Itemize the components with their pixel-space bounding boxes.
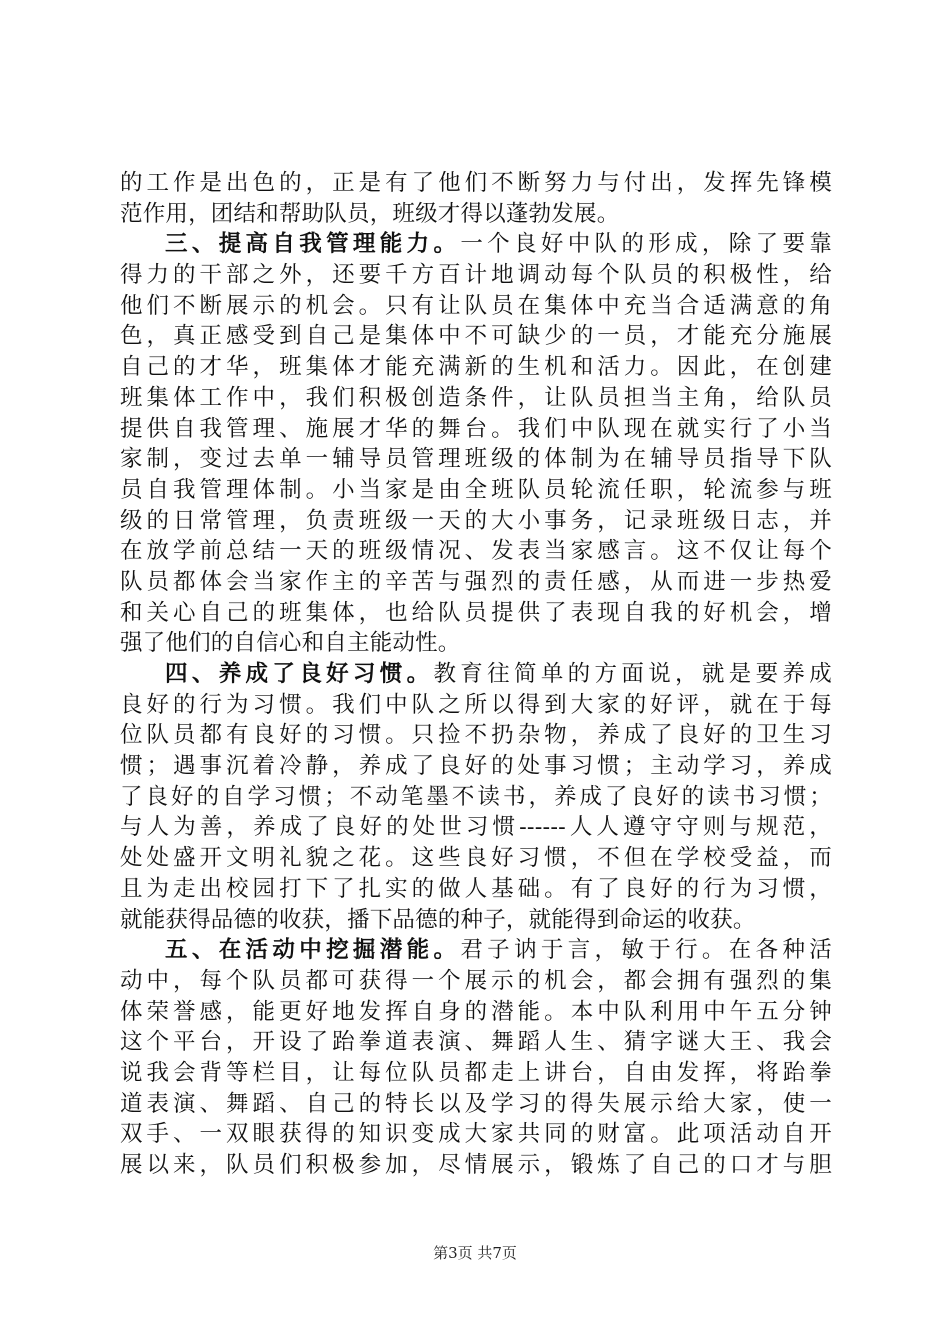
text-line: 自己的才华，班集体才能充满新的生机和活力。因此，在创建: [120, 354, 832, 381]
page-number: 第3页 共7页: [433, 1244, 517, 1262]
text-line: 惯；遇事沉着冷静，养成了良好的处事习惯；主动学习，养成: [120, 753, 832, 780]
text-line: 与人为善，养成了良好的处世习惯------人人遵守守则与规范，: [120, 814, 832, 841]
text-run: 教育往简单的方面说，就是要养成: [433, 661, 832, 687]
text-line: 说我会背等栏目，让每位队员都走上讲台，自由发挥，将跆拳: [120, 1059, 832, 1086]
paragraph-first-line: [120, 935, 832, 966]
section-heading: 三、提高自我管理能力。: [165, 231, 461, 258]
page-footer: [0, 1242, 950, 1263]
text-line: 位队员都有良好的习惯。只捡不扔杂物，养成了良好的卫生习: [120, 722, 832, 749]
paragraph-first-line: [120, 659, 832, 690]
text-line: 色，真正感受到自己是集体中不可缺少的一员，才能充分施展: [120, 323, 832, 350]
text-line: 得力的干部之外，还要千方百计地调动每个队员的积极性，给: [120, 262, 832, 289]
text-line: 处处盛开文明礼貌之花。这些良好习惯，不但在学校受益，而: [120, 845, 832, 872]
text-line: 这个平台，开设了跆拳道表演、舞蹈人生、猜字谜大王、我会: [120, 1029, 832, 1056]
text-run: 君子讷于言，敏于行。在各种活: [460, 937, 833, 964]
text-line: 班集体工作中，我们积极创造条件，让队员担当主角，给队员: [120, 384, 832, 411]
text-line: 且为走出校园打下了扎实的做人基础。有了良好的行为习惯，: [120, 875, 832, 902]
text-line: 和关心自己的班集体，也给队员提供了表现自我的好机会，增: [120, 599, 832, 626]
text-line: 良好的行为习惯。我们中队之所以得到大家的好评，就在于每: [120, 691, 832, 718]
text-line: 道表演、舞蹈、自己的特长以及学习的得失展示给大家，使一: [120, 1090, 832, 1117]
text-run: 一个良好中队的形成，除了要靠: [460, 231, 833, 258]
text-line: 在放学前总结一天的班级情况、发表当家感言。这不仅让每个: [120, 538, 832, 565]
text-line: 提供自我管理、施展才华的舞台。我们中队现在就实行了小当: [120, 415, 832, 442]
text-line: 动中，每个队员都可获得一个展示的机会，都会拥有强烈的集: [120, 967, 832, 994]
text-line: 员自我管理体制。小当家是由全班队员轮流任职，轮流参与班: [120, 476, 832, 503]
text-line: 就能获得品德的收获，播下品德的种子，就能得到命运的收获。: [120, 906, 756, 933]
text-line: 家制，变过去单一辅导员管理班级的体制为在辅导员指导下队: [120, 446, 832, 473]
text-line: 级的日常管理，负责班级一天的大小事务，记录班级日志，并: [120, 507, 832, 534]
text-line: 体荣誉感，能更好地发挥自身的潜能。本中队利用中午五分钟: [120, 998, 832, 1025]
section-heading: 四、养成了良好习惯。: [165, 661, 434, 687]
document-body: [120, 168, 832, 1181]
text-line: 双手、一双眼获得的知识变成大家共同的财富。此项活动自开: [120, 1121, 832, 1148]
text-line: 队员都体会当家作主的辛苦与强烈的责任感，从而进一步热爱: [120, 568, 832, 595]
text-line: 的工作是出色的，正是有了他们不断努力与付出，发挥先锋模: [120, 170, 832, 196]
text-line: 强了他们的自信心和自主能动性。: [120, 630, 461, 657]
paragraph-first-line: [120, 229, 832, 260]
section-heading: 五、在活动中挖掘潜能。: [165, 937, 461, 964]
text-line: 了良好的自学习惯；不动笔墨不读书，养成了良好的读书习惯；: [120, 783, 832, 810]
text-line: 他们不断展示的机会。只有让队员在集体中充当合适满意的角: [120, 292, 832, 319]
text-line: 范作用，团结和帮助队员，班级才得以蓬勃发展。: [120, 200, 620, 227]
text-line: 展以来，队员们积极参加，尽情展示，锻炼了自己的口才与胆: [120, 1152, 832, 1178]
